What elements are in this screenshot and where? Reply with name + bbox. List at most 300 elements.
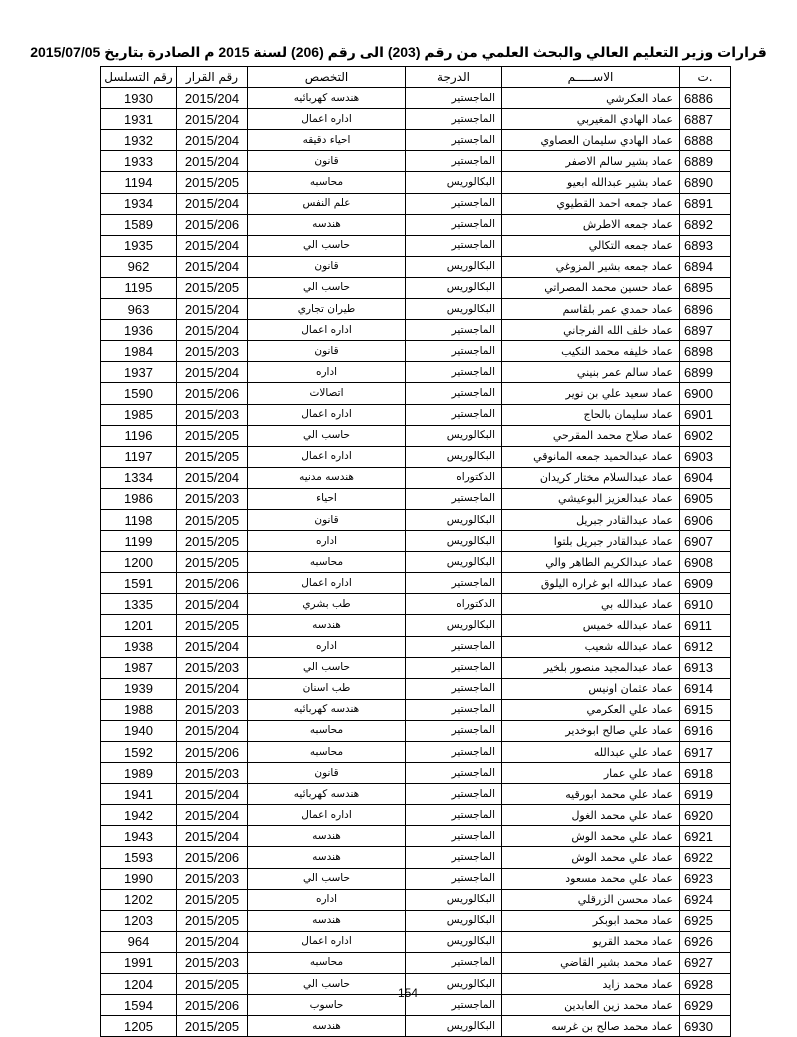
cell-decision: 2015/206 bbox=[177, 742, 248, 763]
cell-decision: 2015/205 bbox=[177, 552, 248, 573]
table-row bbox=[101, 847, 731, 868]
cell-decision: 2015/203 bbox=[177, 488, 248, 509]
cell-specialization: قانون bbox=[248, 763, 406, 784]
cell-specialization: قانون bbox=[248, 151, 406, 172]
cell-no: 6929 bbox=[680, 995, 731, 1016]
cell-name: عماد علي العكرمي bbox=[502, 699, 680, 720]
cell-seq: 1198 bbox=[101, 509, 177, 530]
cell-no: 6897 bbox=[680, 320, 731, 341]
cell-name: عماد عبدالقادر جبريل bbox=[502, 509, 680, 530]
cell-decision: 2015/204 bbox=[177, 320, 248, 341]
cell-degree: الماجستير bbox=[406, 151, 502, 172]
cell-specialization: حاسب الي bbox=[248, 425, 406, 446]
cell-decision: 2015/203 bbox=[177, 763, 248, 784]
cell-specialization: اداره bbox=[248, 889, 406, 910]
header-specialization: التخصص bbox=[248, 67, 406, 88]
cell-name: عماد خليفه محمد النكيب bbox=[502, 341, 680, 362]
cell-specialization: هندسه bbox=[248, 615, 406, 636]
cell-name: عماد علي محمد الغول bbox=[502, 805, 680, 826]
cell-decision: 2015/204 bbox=[177, 784, 248, 805]
cell-specialization: قانون bbox=[248, 256, 406, 277]
cell-specialization: احياء bbox=[248, 488, 406, 509]
cell-degree: الماجستير bbox=[406, 488, 502, 509]
cell-seq: 962 bbox=[101, 256, 177, 277]
cell-specialization: حاسب الي bbox=[248, 277, 406, 298]
cell-degree: البكالوريس bbox=[406, 256, 502, 277]
cell-specialization: اداره اعمال bbox=[248, 805, 406, 826]
cell-degree: الماجستير bbox=[406, 573, 502, 594]
cell-decision: 2015/206 bbox=[177, 995, 248, 1016]
cell-name: عماد سالم عمر بنيني bbox=[502, 362, 680, 383]
cell-decision: 2015/204 bbox=[177, 720, 248, 741]
cell-decision: 2015/204 bbox=[177, 109, 248, 130]
cell-seq: 1204 bbox=[101, 974, 177, 995]
cell-name: عماد علي محمد الوش bbox=[502, 826, 680, 847]
cell-no: 6886 bbox=[680, 88, 731, 109]
cell-specialization: اداره اعمال bbox=[248, 404, 406, 425]
cell-specialization: هندسه bbox=[248, 214, 406, 235]
cell-seq: 1594 bbox=[101, 995, 177, 1016]
cell-no: 6899 bbox=[680, 362, 731, 383]
cell-degree: الماجستير bbox=[406, 847, 502, 868]
cell-seq: 1593 bbox=[101, 847, 177, 868]
cell-seq: 1931 bbox=[101, 109, 177, 130]
cell-decision: 2015/205 bbox=[177, 910, 248, 931]
cell-name: عماد الهادي سليمان العصاوي bbox=[502, 130, 680, 151]
cell-no: 6924 bbox=[680, 889, 731, 910]
table-row bbox=[101, 88, 731, 109]
cell-decision: 2015/206 bbox=[177, 847, 248, 868]
cell-name: عماد عبدالله بي bbox=[502, 594, 680, 615]
cell-no: 6902 bbox=[680, 425, 731, 446]
cell-no: 6922 bbox=[680, 847, 731, 868]
cell-specialization: اداره اعمال bbox=[248, 320, 406, 341]
table-row bbox=[101, 172, 731, 193]
cell-seq: 1984 bbox=[101, 341, 177, 362]
cell-specialization: محاسبه bbox=[248, 172, 406, 193]
cell-no: 6926 bbox=[680, 931, 731, 952]
cell-no: 6915 bbox=[680, 699, 731, 720]
cell-degree: البكالوريس bbox=[406, 299, 502, 320]
cell-specialization: حاسب الي bbox=[248, 235, 406, 256]
cell-degree: البكالوريس bbox=[406, 277, 502, 298]
cell-no: 6927 bbox=[680, 952, 731, 973]
cell-no: 6893 bbox=[680, 235, 731, 256]
cell-specialization: هندسه كهربائيه bbox=[248, 784, 406, 805]
table-row bbox=[101, 277, 731, 298]
table-row bbox=[101, 109, 731, 130]
cell-seq: 1592 bbox=[101, 742, 177, 763]
cell-degree: الدكتوراه bbox=[406, 467, 502, 488]
cell-degree: البكالوريس bbox=[406, 910, 502, 931]
cell-decision: 2015/206 bbox=[177, 383, 248, 404]
table-row bbox=[101, 826, 731, 847]
cell-no: 6911 bbox=[680, 615, 731, 636]
table-row bbox=[101, 509, 731, 530]
cell-decision: 2015/204 bbox=[177, 931, 248, 952]
cell-decision: 2015/205 bbox=[177, 1016, 248, 1037]
cell-name: عماد محمد زين العابدين bbox=[502, 995, 680, 1016]
cell-seq: 1199 bbox=[101, 531, 177, 552]
cell-no: 6896 bbox=[680, 299, 731, 320]
table-row bbox=[101, 362, 731, 383]
cell-degree: البكالوريس bbox=[406, 172, 502, 193]
cell-degree: الماجستير bbox=[406, 109, 502, 130]
cell-decision: 2015/204 bbox=[177, 805, 248, 826]
cell-seq: 1988 bbox=[101, 699, 177, 720]
cell-name: عماد حسين محمد المصراتي bbox=[502, 277, 680, 298]
cell-name: عماد علي محمد الوش bbox=[502, 847, 680, 868]
cell-specialization: اداره bbox=[248, 531, 406, 552]
cell-name: عماد عبدالسلام مختار كريدان bbox=[502, 467, 680, 488]
cell-decision: 2015/205 bbox=[177, 509, 248, 530]
cell-degree: الماجستير bbox=[406, 235, 502, 256]
cell-seq: 1940 bbox=[101, 720, 177, 741]
cell-no: 6906 bbox=[680, 509, 731, 530]
cell-decision: 2015/206 bbox=[177, 214, 248, 235]
cell-degree: الماجستير bbox=[406, 805, 502, 826]
cell-decision: 2015/203 bbox=[177, 699, 248, 720]
cell-specialization: قانون bbox=[248, 509, 406, 530]
cell-no: 6925 bbox=[680, 910, 731, 931]
table-row bbox=[101, 531, 731, 552]
cell-degree: الماجستير bbox=[406, 699, 502, 720]
cell-seq: 1194 bbox=[101, 172, 177, 193]
table-row bbox=[101, 594, 731, 615]
table-row bbox=[101, 1016, 731, 1037]
cell-seq: 1937 bbox=[101, 362, 177, 383]
cell-specialization: طيران تجاري bbox=[248, 299, 406, 320]
cell-decision: 2015/205 bbox=[177, 889, 248, 910]
cell-seq: 1934 bbox=[101, 193, 177, 214]
cell-specialization: حاسب الي bbox=[248, 868, 406, 889]
cell-degree: الماجستير bbox=[406, 657, 502, 678]
table-row bbox=[101, 383, 731, 404]
cell-seq: 1990 bbox=[101, 868, 177, 889]
table-row bbox=[101, 868, 731, 889]
table-row bbox=[101, 299, 731, 320]
cell-decision: 2015/203 bbox=[177, 404, 248, 425]
table-row bbox=[101, 573, 731, 594]
cell-seq: 1202 bbox=[101, 889, 177, 910]
cell-no: 6894 bbox=[680, 256, 731, 277]
cell-decision: 2015/204 bbox=[177, 151, 248, 172]
cell-degree: الماجستير bbox=[406, 678, 502, 699]
table-row bbox=[101, 699, 731, 720]
cell-decision: 2015/204 bbox=[177, 193, 248, 214]
cell-no: 6890 bbox=[680, 172, 731, 193]
table-row bbox=[101, 151, 731, 172]
cell-no: 6921 bbox=[680, 826, 731, 847]
cell-specialization: هندسه bbox=[248, 1016, 406, 1037]
cell-name: عماد عبدالله خميس bbox=[502, 615, 680, 636]
cell-name: عماد جمعه احمد القطيوي bbox=[502, 193, 680, 214]
cell-seq: 964 bbox=[101, 931, 177, 952]
document-title: قرارات وزير التعليم العالي والبحث العلمي من رقم (203) الى رقم (206) لسنة 2015 م الصادرة بتاريخ 2015/07/05 bbox=[30, 44, 767, 60]
cell-degree: البكالوريس bbox=[406, 425, 502, 446]
cell-name: عماد عبدالقادر جبريل بلتوا bbox=[502, 531, 680, 552]
cell-name: عماد بشير عبدالله ابعيو bbox=[502, 172, 680, 193]
cell-seq: 1933 bbox=[101, 151, 177, 172]
cell-decision: 2015/204 bbox=[177, 235, 248, 256]
cell-degree: الماجستير bbox=[406, 868, 502, 889]
cell-name: عماد علي محمد مسعود bbox=[502, 868, 680, 889]
cell-specialization: هندسه كهربائيه bbox=[248, 699, 406, 720]
cell-decision: 2015/204 bbox=[177, 130, 248, 151]
cell-no: 6930 bbox=[680, 1016, 731, 1037]
table-row bbox=[101, 678, 731, 699]
table-row bbox=[101, 446, 731, 467]
cell-seq: 1590 bbox=[101, 383, 177, 404]
cell-seq: 1986 bbox=[101, 488, 177, 509]
table-row bbox=[101, 742, 731, 763]
decisions-table bbox=[100, 66, 731, 1037]
cell-degree: الماجستير bbox=[406, 193, 502, 214]
cell-degree: الماجستير bbox=[406, 742, 502, 763]
cell-name: عماد علي عبدالله bbox=[502, 742, 680, 763]
cell-name: عماد عبدالعزيز البوعيشي bbox=[502, 488, 680, 509]
cell-decision: 2015/204 bbox=[177, 362, 248, 383]
cell-seq: 1201 bbox=[101, 615, 177, 636]
cell-no: 6907 bbox=[680, 531, 731, 552]
cell-degree: الماجستير bbox=[406, 404, 502, 425]
cell-no: 6919 bbox=[680, 784, 731, 805]
cell-degree: البكالوريس bbox=[406, 1016, 502, 1037]
cell-specialization: اداره bbox=[248, 362, 406, 383]
cell-seq: 1985 bbox=[101, 404, 177, 425]
cell-decision: 2015/204 bbox=[177, 826, 248, 847]
cell-degree: الماجستير bbox=[406, 130, 502, 151]
cell-decision: 2015/204 bbox=[177, 678, 248, 699]
table-body bbox=[101, 88, 731, 1037]
page-number: 154 bbox=[398, 986, 419, 1000]
cell-degree: البكالوريس bbox=[406, 615, 502, 636]
table-row bbox=[101, 193, 731, 214]
cell-no: 6900 bbox=[680, 383, 731, 404]
cell-specialization: هندسه bbox=[248, 826, 406, 847]
cell-degree: البكالوريس bbox=[406, 889, 502, 910]
table-row bbox=[101, 657, 731, 678]
cell-name: عماد محمد بشير القاضي bbox=[502, 952, 680, 973]
table-row bbox=[101, 763, 731, 784]
cell-seq: 1196 bbox=[101, 425, 177, 446]
header-seq: رقم التسلسل bbox=[101, 67, 177, 88]
cell-specialization: اتصالات bbox=[248, 383, 406, 404]
cell-no: 6892 bbox=[680, 214, 731, 235]
table-row bbox=[101, 214, 731, 235]
cell-name: عماد سعيد علي بن نوير bbox=[502, 383, 680, 404]
cell-specialization: طب اسنان bbox=[248, 678, 406, 699]
cell-name: عماد بشير سالم الاصفر bbox=[502, 151, 680, 172]
cell-name: عماد الهادي المغيربي bbox=[502, 109, 680, 130]
cell-specialization: حاسب الي bbox=[248, 974, 406, 995]
cell-specialization: قانون bbox=[248, 341, 406, 362]
cell-no: 6889 bbox=[680, 151, 731, 172]
cell-name: عماد عبدالمجيد منصور بلخير bbox=[502, 657, 680, 678]
cell-degree: الماجستير bbox=[406, 341, 502, 362]
cell-seq: 963 bbox=[101, 299, 177, 320]
cell-seq: 1991 bbox=[101, 952, 177, 973]
cell-decision: 2015/205 bbox=[177, 277, 248, 298]
cell-specialization: اداره اعمال bbox=[248, 446, 406, 467]
cell-degree: الماجستير bbox=[406, 995, 502, 1016]
cell-decision: 2015/204 bbox=[177, 636, 248, 657]
table-row bbox=[101, 130, 731, 151]
cell-no: 6903 bbox=[680, 446, 731, 467]
cell-name: عماد علي عمار bbox=[502, 763, 680, 784]
cell-degree: الماجستير bbox=[406, 88, 502, 109]
cell-seq: 1930 bbox=[101, 88, 177, 109]
table-row bbox=[101, 552, 731, 573]
table-row bbox=[101, 615, 731, 636]
header-decision: رقم القرار bbox=[177, 67, 248, 88]
cell-decision: 2015/203 bbox=[177, 952, 248, 973]
cell-seq: 1935 bbox=[101, 235, 177, 256]
cell-name: عماد محمد ابوبكر bbox=[502, 910, 680, 931]
cell-seq: 1987 bbox=[101, 657, 177, 678]
cell-specialization: احياء دقيقه bbox=[248, 130, 406, 151]
cell-degree: الماجستير bbox=[406, 383, 502, 404]
table-row bbox=[101, 952, 731, 973]
cell-no: 6887 bbox=[680, 109, 731, 130]
cell-name: عماد جمعه بشير المزوغي bbox=[502, 256, 680, 277]
cell-degree: الماجستير bbox=[406, 362, 502, 383]
cell-decision: 2015/204 bbox=[177, 467, 248, 488]
header-no: ت. bbox=[680, 67, 731, 88]
table-row bbox=[101, 784, 731, 805]
cell-specialization: هندسه كهربائيه bbox=[248, 88, 406, 109]
cell-seq: 1941 bbox=[101, 784, 177, 805]
cell-degree: الماجستير bbox=[406, 952, 502, 973]
cell-specialization: اداره اعمال bbox=[248, 931, 406, 952]
cell-name: عماد محمد صالح بن غرسه bbox=[502, 1016, 680, 1037]
cell-decision: 2015/203 bbox=[177, 868, 248, 889]
cell-no: 6917 bbox=[680, 742, 731, 763]
cell-name: عماد حمدي عمر بلقاسم bbox=[502, 299, 680, 320]
cell-no: 6918 bbox=[680, 763, 731, 784]
cell-name: عماد العكرشي bbox=[502, 88, 680, 109]
cell-seq: 1205 bbox=[101, 1016, 177, 1037]
header-name: الاســـــم bbox=[502, 67, 680, 88]
cell-name: عماد خلف الله الفرجاني bbox=[502, 320, 680, 341]
cell-no: 6895 bbox=[680, 277, 731, 298]
cell-seq: 1943 bbox=[101, 826, 177, 847]
cell-seq: 1591 bbox=[101, 573, 177, 594]
cell-decision: 2015/204 bbox=[177, 256, 248, 277]
cell-name: عماد علي محمد ابورقيه bbox=[502, 784, 680, 805]
cell-specialization: اداره bbox=[248, 636, 406, 657]
cell-name: عماد محسن الزرقلي bbox=[502, 889, 680, 910]
cell-no: 6908 bbox=[680, 552, 731, 573]
cell-decision: 2015/205 bbox=[177, 974, 248, 995]
cell-degree: الدكتوراه bbox=[406, 594, 502, 615]
cell-degree: الماجستير bbox=[406, 784, 502, 805]
cell-seq: 1589 bbox=[101, 214, 177, 235]
cell-degree: الماجستير bbox=[406, 720, 502, 741]
table-row bbox=[101, 256, 731, 277]
cell-seq: 1989 bbox=[101, 763, 177, 784]
table-row bbox=[101, 404, 731, 425]
cell-degree: البكالوريس bbox=[406, 531, 502, 552]
cell-no: 6901 bbox=[680, 404, 731, 425]
table-row bbox=[101, 341, 731, 362]
cell-specialization: هندسه bbox=[248, 910, 406, 931]
cell-specialization: طب بشري bbox=[248, 594, 406, 615]
cell-seq: 1197 bbox=[101, 446, 177, 467]
cell-degree: الماجستير bbox=[406, 636, 502, 657]
cell-name: عماد سليمان بالحاج bbox=[502, 404, 680, 425]
cell-degree: البكالوريس bbox=[406, 446, 502, 467]
cell-decision: 2015/203 bbox=[177, 657, 248, 678]
cell-decision: 2015/204 bbox=[177, 594, 248, 615]
cell-no: 6913 bbox=[680, 657, 731, 678]
cell-seq: 1936 bbox=[101, 320, 177, 341]
cell-no: 6923 bbox=[680, 868, 731, 889]
table-header-row bbox=[101, 67, 731, 88]
cell-degree: الماجستير bbox=[406, 826, 502, 847]
cell-no: 6888 bbox=[680, 130, 731, 151]
cell-no: 6916 bbox=[680, 720, 731, 741]
table-row bbox=[101, 889, 731, 910]
cell-degree: الماجستير bbox=[406, 763, 502, 784]
cell-name: عماد عثمان اونيس bbox=[502, 678, 680, 699]
cell-degree: البكالوريس bbox=[406, 974, 502, 995]
table-row bbox=[101, 931, 731, 952]
table-row bbox=[101, 235, 731, 256]
cell-seq: 1938 bbox=[101, 636, 177, 657]
cell-seq: 1200 bbox=[101, 552, 177, 573]
cell-decision: 2015/205 bbox=[177, 446, 248, 467]
table-row bbox=[101, 467, 731, 488]
cell-seq: 1939 bbox=[101, 678, 177, 699]
cell-no: 6920 bbox=[680, 805, 731, 826]
cell-degree: البكالوريس bbox=[406, 552, 502, 573]
cell-no: 6905 bbox=[680, 488, 731, 509]
cell-decision: 2015/204 bbox=[177, 299, 248, 320]
cell-no: 6898 bbox=[680, 341, 731, 362]
cell-no: 6891 bbox=[680, 193, 731, 214]
cell-no: 6928 bbox=[680, 974, 731, 995]
cell-name: عماد عبدالله ابو غراره اليلوق bbox=[502, 573, 680, 594]
cell-specialization: محاسبه bbox=[248, 952, 406, 973]
cell-degree: الماجستير bbox=[406, 214, 502, 235]
cell-seq: 1932 bbox=[101, 130, 177, 151]
cell-decision: 2015/205 bbox=[177, 425, 248, 446]
cell-name: عماد عبدالحميد جمعه المانوقي bbox=[502, 446, 680, 467]
cell-specialization: محاسبه bbox=[248, 720, 406, 741]
table-row bbox=[101, 720, 731, 741]
cell-specialization: حاسوب bbox=[248, 995, 406, 1016]
cell-name: عماد جمعه الاطرش bbox=[502, 214, 680, 235]
cell-degree: البكالوريس bbox=[406, 931, 502, 952]
cell-specialization: هندسه bbox=[248, 847, 406, 868]
cell-name: عماد محمد القريو bbox=[502, 931, 680, 952]
table-row bbox=[101, 320, 731, 341]
cell-specialization: حاسب الي bbox=[248, 657, 406, 678]
cell-decision: 2015/205 bbox=[177, 172, 248, 193]
cell-decision: 2015/206 bbox=[177, 573, 248, 594]
cell-specialization: محاسبه bbox=[248, 742, 406, 763]
table-row bbox=[101, 910, 731, 931]
cell-no: 6912 bbox=[680, 636, 731, 657]
cell-seq: 1195 bbox=[101, 277, 177, 298]
cell-degree: البكالوريس bbox=[406, 509, 502, 530]
table-row bbox=[101, 805, 731, 826]
cell-no: 6914 bbox=[680, 678, 731, 699]
cell-name: عماد عبدالله شعيب bbox=[502, 636, 680, 657]
cell-degree: الماجستير bbox=[406, 320, 502, 341]
cell-no: 6910 bbox=[680, 594, 731, 615]
